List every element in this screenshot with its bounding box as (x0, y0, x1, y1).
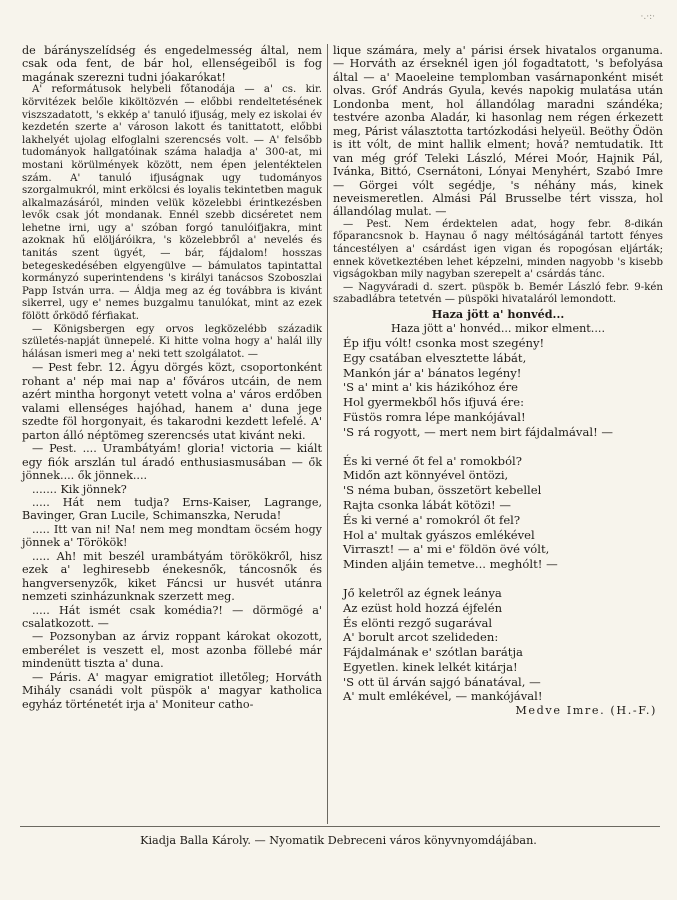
poem-line: Egy csatában elvesztette lábát, (343, 350, 527, 365)
article-paragraph: A' reformátusok helybeli főtanodája — a' cs. kir. körvitézek belőle kiköltözvén — előbbi rendeltetésének viszszadatott, 's ekkép a' tanuló ifjuság, mely ez iskolai év kezdetén szerte a' városon lakott és tanittatott, előbbi lakhelyét ujolag elfoglalni szerencsés volt. — A' felsőbb tudományok hallgatóinak száma haladja a' 300-at, mi mostani körülmények között, nem épen jelentéktelen szám. A' tanuló ifjuságnak ugy tudományos szorgalmukról, mint erkölcsi és loyalis tekintetben maguk alkalmazásáról, minden velük közelebbi érintkezésben levők csak jót mondanak. Ennél szebb dicséretet nem lehetne irni, ugy a' szóban forgó tanulóifjakra, mint azoknak hű elöljáróikra, 's közelebbről a' nevelés és tanitás szent ügyét, — bár, fájdalom! hosszas betegeskedésében elgyengülve — bámulatos tapintattal kormányzó superintendens 's királyi tanácsos Szoboszlai Papp István urra. — Áldja meg az ég továbbra is kivánt sikerrel, ugy e' nemes buzgalmu tanulókat, mint az ezek fölött őrködő férfiakat. (22, 84, 322, 323)
poem-line: 'S ott ül árván sajgó bánatával, — (343, 674, 541, 689)
poem-line: Füstös romra lépe mankójával! (343, 409, 526, 424)
poem-stanza (343, 454, 663, 572)
poem-line: Minden aljáin temetve... meghólt! — (343, 557, 558, 572)
poem-line: Rajta csonka lábát kötözi! — (343, 497, 511, 512)
poem-line: És ki verné a' romokról őt fel? (343, 512, 521, 527)
poem-line: 'S a' mint a' kis házikóhoz ére (343, 380, 518, 395)
article-paragraph: ..... Hát ismét csak komédia?! — dörmögé a' csalatkozott. — (22, 603, 322, 631)
article-paragraph: ....... Kik jönnek? (32, 482, 127, 496)
imprint-footer: Kiadja Balla Károly. — Nyomatik Debreceni város könyvnyomdájában. (140, 834, 537, 847)
article-paragraph: ..... Hát nem tudja? Erns-Kaiser, Lagrange, Bavinger, Gran Lucile, Schimanszka, Neruda! (22, 495, 322, 523)
article-paragraph: — Pest. .... Urambátyám! gloria! victoria — kiált egy fiók arszlán tul áradó enthusiasmusában — ők jönnek.... ők jönnek.... (22, 442, 322, 483)
poem-stanza (343, 336, 663, 440)
footer-rule (20, 826, 660, 827)
poem-line: És ki verné őt fel a' romokból? (343, 453, 522, 468)
article-paragraph: ..... Ah! mit beszél urambátyám törökökről, hisz ezek a' leghiresebb énekesnők, táncosnők és hangversenyzők, kiket Fáncsi ur husvét utánra nemzeti szinházunknak szerzett meg. (22, 549, 322, 604)
poem-line: A' mult emlékével, — mankójával! (343, 689, 543, 704)
poem-title: Haza jött a' honvéd... (431, 307, 565, 322)
right-column (333, 44, 663, 718)
poem-subtitle: Haza jött a' honvéd... mikor elment.... (390, 321, 606, 335)
article-paragraph: — Nagyváradi d. szert. püspök b. Bemér László febr. 9-kén szabadlábra tetetvén — püspöki hivataláról lemondott. (333, 281, 663, 306)
poem-line: Jő keletről az égnek leánya (343, 585, 502, 600)
poem-line: Fájdalmának e' szótlan barátja (343, 645, 523, 660)
poem-body (343, 336, 663, 704)
poem-line: 'S rá rogyott, — mert nem birt fájdalmával! — (343, 424, 614, 439)
poem-line: A' borult arcot szelideden: (343, 630, 499, 645)
poem-line: Ép ifju vólt! csonka most szegény! (343, 335, 545, 350)
article-paragraph: ..... Itt van ni! Na! nem meg mondtam öcsém hogy jönnek a' Törökök! (22, 522, 322, 550)
poem-line: 'S néma buban, összetört kebellel (343, 483, 542, 498)
poem-line: Virraszt! — a' mi e' földön övé vólt, (343, 542, 550, 557)
poem (333, 308, 663, 718)
article-paragraph: de bárányszelídség és engedelmesség által, nem csak oda fent, de bár hol, ellenségeiből is fog magának szerezni tudni jóakarókat! (22, 44, 322, 84)
left-column (22, 44, 322, 711)
right-column-articles (333, 44, 663, 307)
poem-line: Egyetlen. kinek lelkét kitárja! (343, 659, 518, 674)
article-paragraph: — Königsbergen egy orvos legközelébb századik születés-napját ünnepelé. Ki hitte volna hogy a' halál illy hálásan ismeri meg a' neki tett szolgálatot. — (22, 323, 322, 360)
poem-line: És elönti rezgő sugarával (343, 615, 493, 630)
stanza-gap (343, 572, 663, 586)
poem-line: Mankón jár a' bánatos legény! (343, 365, 522, 380)
poem-stanza (343, 586, 663, 704)
poem-line: Hol gyermekből hős ifjuvá ére: (343, 395, 524, 410)
stanza-gap (343, 440, 663, 454)
corner-mark: ·.·:· (640, 12, 655, 22)
poem-line: Midőn azt könnyével öntözi, (343, 468, 509, 483)
article-paragraph: — Pest. Nem érdektelen adat, hogy febr. 8-dikán főparancsnok b. Haynau ő nagy méltóságánál tartott fényes táncestélyen a' csárdást igen vigan és ropogósan eljárták; ennek következtében lehet képzelni, minden nagyobb 's kisebb vigságokban mily nagyban szerepelt a' csárdás tánc. (333, 218, 663, 281)
article-paragraph: — Pozsonyban az árviz roppant károkat okozott, emberélet is veszett el, most azonba föllebé már mindenütt tiszta a' duna. (22, 630, 322, 671)
article-paragraph: — Pest febr. 12. Ágyu dörgés közt, csoportonként rohant a' nép mai nap a' főváros utcáin, de nem azért mintha horgonyt vetett volna a' város erdőben valami ellenséges hajóhad, hanem a' duna jege szedte föl horgonyait, és takarodni kezdett lefelé. A' parton álló néptömeg szerencsés utat kivánt neki. (22, 361, 322, 442)
poem-line: Hol a' multak gyászos emlékével (343, 527, 535, 542)
poem-signature: Medve Imre. (H.-F.) (515, 704, 657, 718)
column-divider (327, 44, 328, 824)
article-paragraph: lique számára, mely a' párisi érsek hivatalos organuma. — Horváth az érseknél igen jól fogadtatott, 's befolyása által — a' Maoeleine templomban vasárnaponként misét olvas. Gróf András Gyula, kevés napokig mulatása után Londonba ment, hol állandólag maradni szándéka; testvére azonba Aladár, ki hasonlag nem régen érkezett meg, Párist választotta tartózkodási helyeül. Beöthy Ödön is itt vólt, de mint hallik elment; hová? nemtudatik. Itt van még gróf Teleki László, Mérei Moór, Hajnik Pál, Ivánka, Bittó, Csernátoni, Lónyai Menyhért, Szabó Imre — Görgei vólt segédje, 's néhány más, kinek neveismeretlen. Almási Pál Brusselbe tért vissza, hol állandólag mulat. — (333, 44, 663, 219)
article-paragraph: — Páris. A' magyar emigratiot illetőleg; Horváth Mihály csanádi volt püspök a' magyar katholica egyház történetét irja a' Moniteur catho- (22, 670, 322, 711)
poem-line: Az ezüst hold hozzá éjfelén (343, 600, 503, 615)
